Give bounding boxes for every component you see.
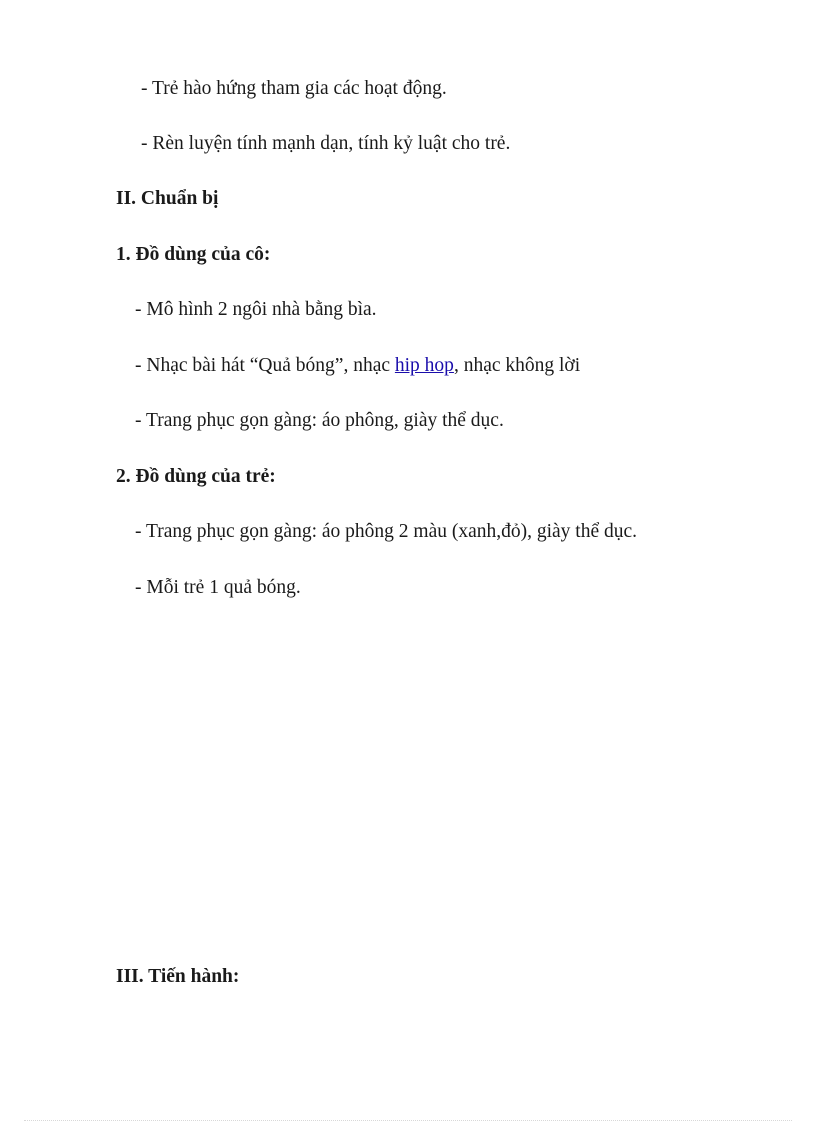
music-prefix: - Nhạc bài hát “Quả bóng”, nhạc bbox=[135, 355, 395, 376]
subheading-children-materials: 2. Đồ dùng của trẻ: bbox=[116, 466, 276, 487]
music-suffix: , nhạc không lời bbox=[453, 355, 581, 376]
subheading-teacher-materials: 1. Đồ dùng của cô: bbox=[116, 244, 271, 265]
goal-line-2: - Rèn luyện tính mạnh dạn, tính kỷ luật cho trẻ. bbox=[141, 133, 511, 154]
teacher-item-model: - Mô hình 2 ngôi nhà bằng bìa. bbox=[135, 299, 377, 320]
section-heading-procedure: III. Tiến hành: bbox=[116, 966, 240, 987]
teacher-item-clothing: - Trang phục gọn gàng: áo phông, giày thể dục. bbox=[135, 410, 504, 431]
goal-line-1: - Trẻ hào hứng tham gia các hoạt động. bbox=[141, 78, 447, 99]
teacher-item-music bbox=[135, 354, 580, 378]
children-item-clothing: - Trang phục gọn gàng: áo phông 2 màu (xanh,đỏ), giày thể dục. bbox=[135, 521, 638, 542]
page-divider bbox=[24, 1120, 792, 1121]
section-heading-preparation: II. Chuẩn bị bbox=[116, 188, 219, 209]
children-item-ball: - Mỗi trẻ 1 quả bóng. bbox=[135, 577, 301, 598]
hip-hop-link[interactable]: hip hop bbox=[394, 355, 454, 376]
